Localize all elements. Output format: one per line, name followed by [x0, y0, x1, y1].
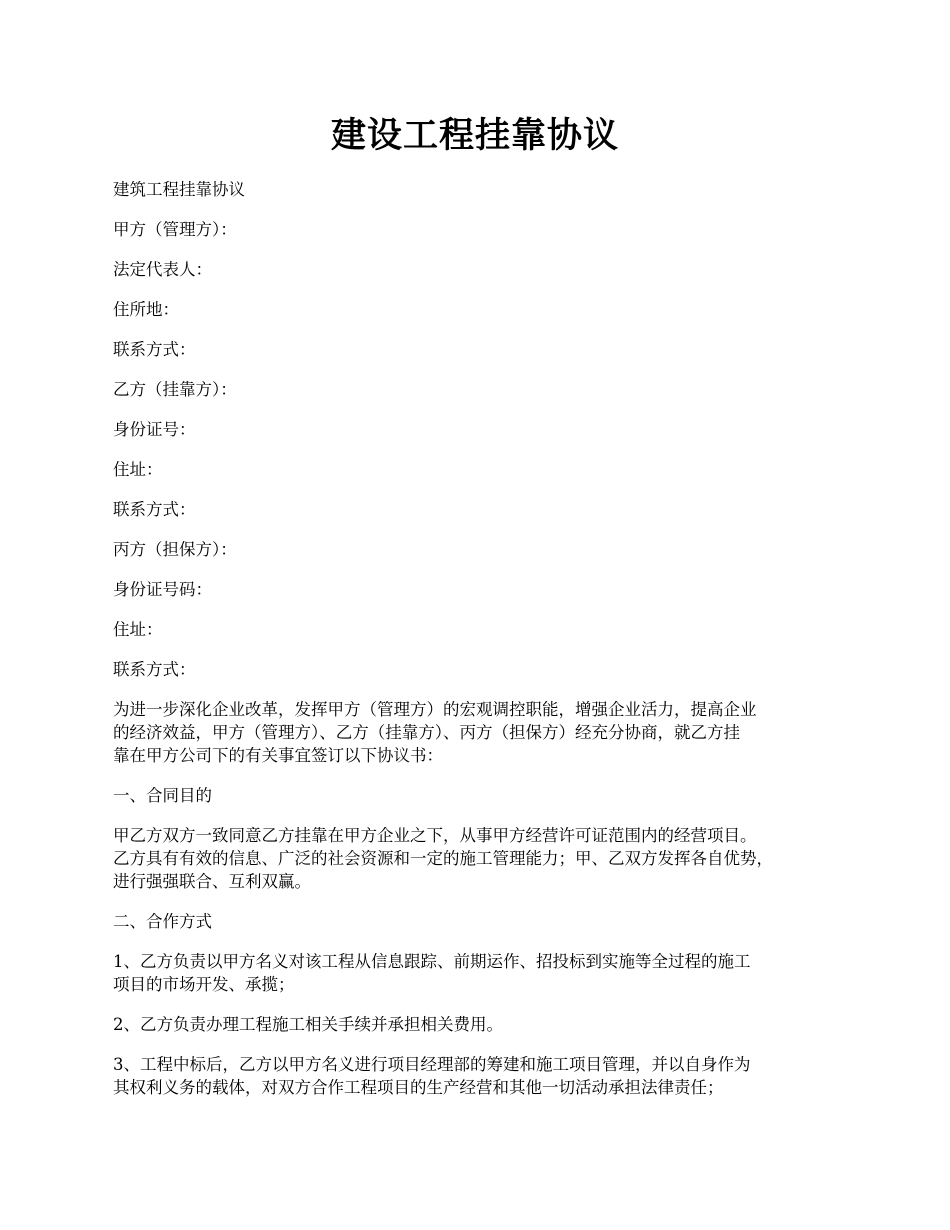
- paragraph: [113, 538, 853, 561]
- paragraph: [113, 950, 853, 996]
- text-line: 项目的市场开发、承揽；: [113, 975, 295, 994]
- text-line: 联系方式：: [113, 660, 196, 679]
- paragraph: [113, 698, 853, 767]
- text-line: 住址：: [113, 460, 163, 479]
- paragraph: [113, 418, 853, 441]
- text-line: 身份证号码：: [113, 580, 212, 599]
- text-line: 甲乙方双方一致同意乙方挂靠在甲方企业之下，从事甲方经营许可证范围内的经营项目。: [113, 826, 757, 845]
- text-line: 建筑工程挂靠协议: [113, 180, 245, 199]
- text-line: 甲方（管理方）：: [113, 220, 237, 239]
- section-heading: [113, 910, 853, 933]
- paragraph: [113, 458, 853, 481]
- text-line: 的经济效益，甲方（管理方）、乙方（挂靠方）、丙方（担保方）经充分协商，就乙方挂: [113, 723, 740, 742]
- text-line: 2、乙方负责办理工程施工相关手续并承担相关费用。: [113, 1015, 503, 1034]
- text-line: 二、合作方式: [113, 912, 212, 931]
- paragraph: [113, 578, 853, 601]
- paragraph: [113, 824, 853, 893]
- paragraph: [113, 258, 853, 281]
- text-line: 进行强强联合、互利双赢。: [113, 872, 311, 891]
- paragraph: [113, 378, 853, 401]
- paragraph: [113, 1013, 853, 1036]
- section-heading: [113, 784, 853, 807]
- document-body: [113, 178, 853, 1116]
- text-line: 法定代表人：: [113, 260, 212, 279]
- text-line: 为进一步深化企业改革，发挥甲方（管理方）的宏观调控职能，增强企业活力，提高企业: [113, 700, 757, 719]
- paragraph: [113, 618, 853, 641]
- paragraph: [113, 658, 853, 681]
- text-line: 住所地：: [113, 300, 179, 319]
- text-line: 乙方（挂靠方）：: [113, 380, 237, 399]
- text-line: 3、工程中标后，乙方以甲方名义进行项目经理部的筹建和施工项目管理，并以自身作为: [113, 1055, 751, 1074]
- text-line: 联系方式：: [113, 500, 196, 519]
- paragraph: [113, 338, 853, 361]
- document-title: 建设工程挂靠协议: [330, 115, 619, 156]
- text-line: 乙方具有有效的信息、广泛的社会资源和一定的施工管理能力；甲、乙双方发挥各自优势，: [113, 849, 773, 868]
- paragraph: [113, 1053, 853, 1099]
- paragraph: [113, 498, 853, 521]
- paragraph: [113, 178, 853, 201]
- text-line: 联系方式：: [113, 340, 196, 359]
- text-line: 其权利义务的载体，对双方合作工程项目的生产经营和其他一切活动承担法律责任；: [113, 1078, 724, 1097]
- text-line: 一、合同目的: [113, 786, 212, 805]
- text-line: 身份证号：: [113, 420, 196, 439]
- text-line: 住址：: [113, 620, 163, 639]
- text-line: 靠在甲方公司下的有关事宜签订以下协议书：: [113, 746, 443, 765]
- text-line: 1、乙方负责以甲方名义对该工程从信息跟踪、前期运作、招投标到实施等全过程的施工: [113, 952, 751, 971]
- text-line: 丙方（担保方）：: [113, 540, 237, 559]
- paragraph: [113, 218, 853, 241]
- paragraph: [113, 298, 853, 321]
